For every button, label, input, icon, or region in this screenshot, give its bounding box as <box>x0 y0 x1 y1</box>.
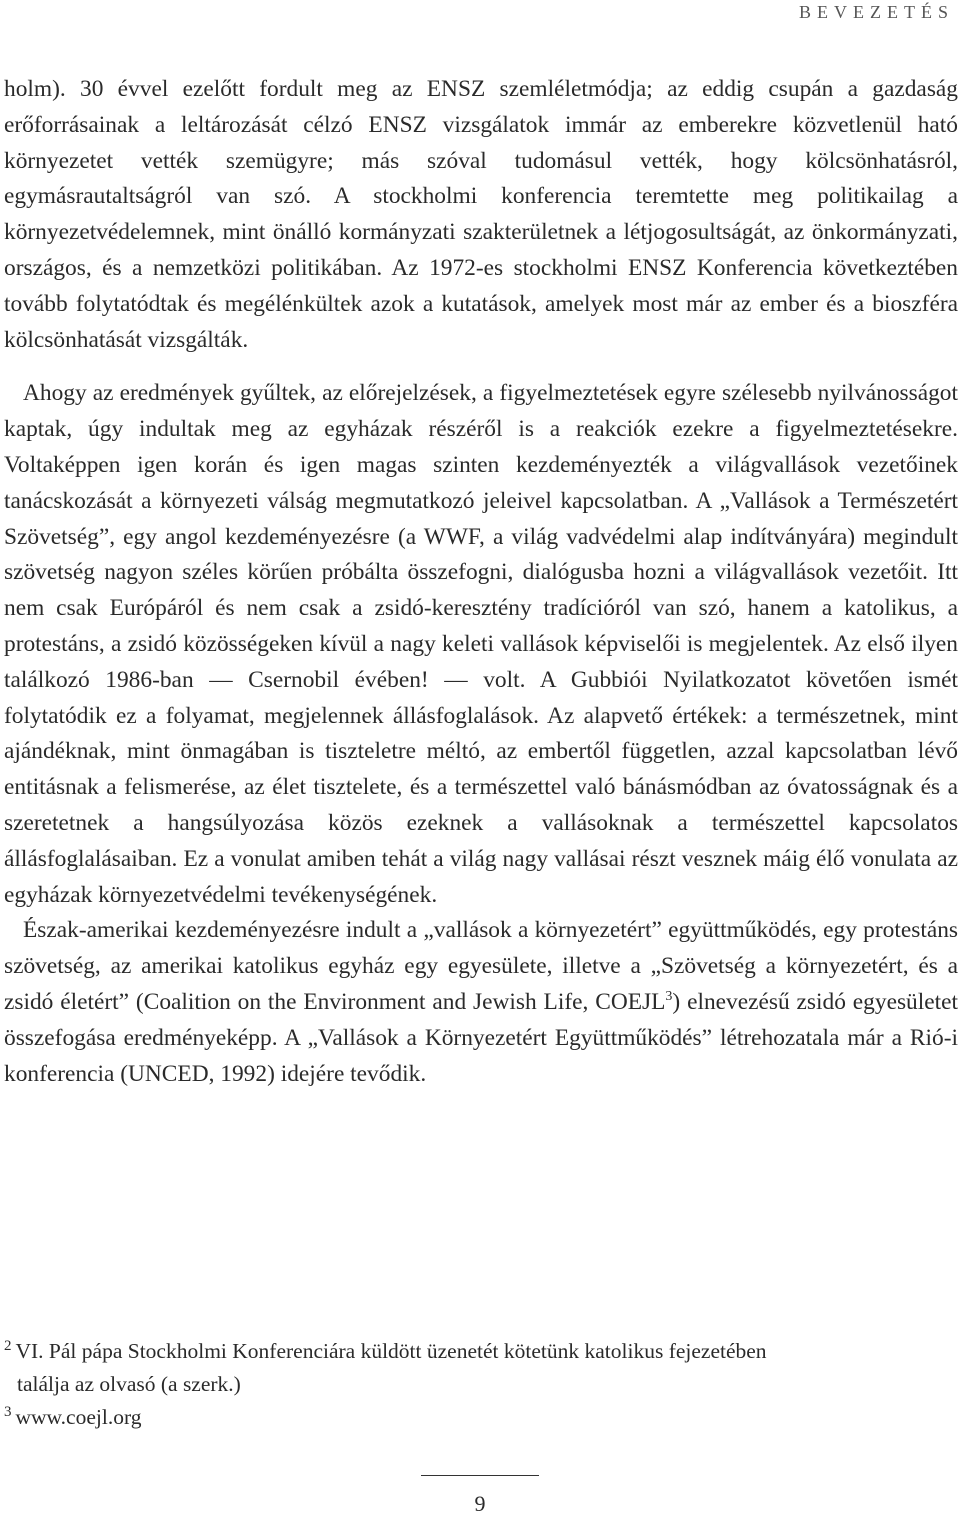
paragraph-2: Ahogy az eredmények gyűltek, az előrejelzések, a figyelmeztetések egyre szélesebb nyilvánosságot kaptak, úgy indultak meg az egyházak részéről is a reakciók ezekre a figyelmeztetésekre. Voltaképpen igen korán és igen magas szinten kezdeményezték a világvallások vezetőinek tanácskozását a környezeti válság megmutatkozó jeleivel kapcsolatban. A „Vallások a Természetért Szövetség”, egy angol kezdeményezésre (a WWF, a világ vadvédelmi alap indítványára) megindult szövetség nagyon széles körűen próbálta összefogni, dialógusba hozni a világvallások vezetőit. Itt nem csak Európáról és nem csak a zsidó-keresztény tradícióról van szó, hanem a katolikus, a protestáns, a zsidó közösségeken kívül a nagy keleti vallások képviselői is megjelentek. Az első ilyen találkozó 1986-ban — Csernobil évében! — volt. A Gubbiói Nyilatkozatot követően ismét folytatódik ez a folyamat, megjelennek állásfoglalások. Az alapvető értékek: a természetnek, mint ajándéknak, mint önmagában is tiszteletre méltó, az embertől független, azzal kapcsolatban lévő entitásnak a felismerése, az élet tisztelete, és a természettel való bánásmódban az óvatosságnak és a szeretetnek a hangsúlyozása közös ezeknek a vallásoknak a természettel kapcsolatos állásfoglalásaiban. Ez a vonulat amiben tehát a világ nagy vallásai részt vesznek máig élő vonulata az egyházak környezetvédelmi tevékenységének. <box>4 380 958 908</box>
paragraph-3-text-b: ) elnevezésű zsidó egyesületet összefogása eredményeképp. A „Vallások a Környezetért Együttműködés” létrehozatala már a Rió-i konferencia (UNCED, 1992) idejére tevődik. <box>4 988 959 1087</box>
footnote-2 <box>4 1335 958 1368</box>
paragraph-1: holm). 30 évvel ezelőtt fordult meg az ENSZ szemléletmódja; az eddig csupán a gazdaság erőforrásainak a leltározását célzó ENSZ vizsgálatok immár az emberekre közvetlenül ható környezetet vették szemügyre; más szóval tudomásul vették, hogy kölcsönhatásról, egymásrautaltságról van szó. A stockholmi konferencia teremtette meg politikailag a környezetvédelemnek, mint önálló kormányzati szakterületnek a létjogosultságát, az önkormányzati, országos, és a nemzetközi politikában. Az 1972-es stockholmi ENSZ Konferencia következtében tovább folytatódtak és megélénkültek azok a kutatások, amelyek most már az ember és a bioszféra kölcsönhatását vizsgálták. <box>4 76 958 353</box>
page-number-rule <box>421 1475 539 1476</box>
footnote-2-continuation: találja az olvasó (a szerk.) <box>17 1372 241 1396</box>
paragraph-3-text-a: Észak-amerikai kezdeményezésre indult a „vallások a környezetért” együttműködés, egy protestáns szövetség, az amerikai katolikus egyház egy egyesülete, illetve a „Szövetség a környezetért, és a zsidó életért” (Coalition on the Environment and Jewish Life, COEJL <box>4 917 958 1015</box>
footnote-2-number: 2 <box>4 1337 12 1354</box>
footnote-2-text: VI. Pál pápa Stockholmi Konferenciára küldött üzenetét kötetünk katolikus fejezetében <box>15 1339 767 1363</box>
running-header: BEVEZETÉS <box>799 2 954 22</box>
page-number: 9 <box>474 1491 486 1516</box>
footnotes <box>4 1335 958 1434</box>
footnote-3-text: www.coejl.org <box>15 1405 142 1429</box>
footnote-ref-3: 3 <box>665 989 673 1005</box>
footnote-3-number: 3 <box>4 1403 12 1420</box>
body-text <box>4 72 958 1092</box>
paragraph-3 <box>4 913 958 1092</box>
footnote-3 <box>4 1401 958 1434</box>
